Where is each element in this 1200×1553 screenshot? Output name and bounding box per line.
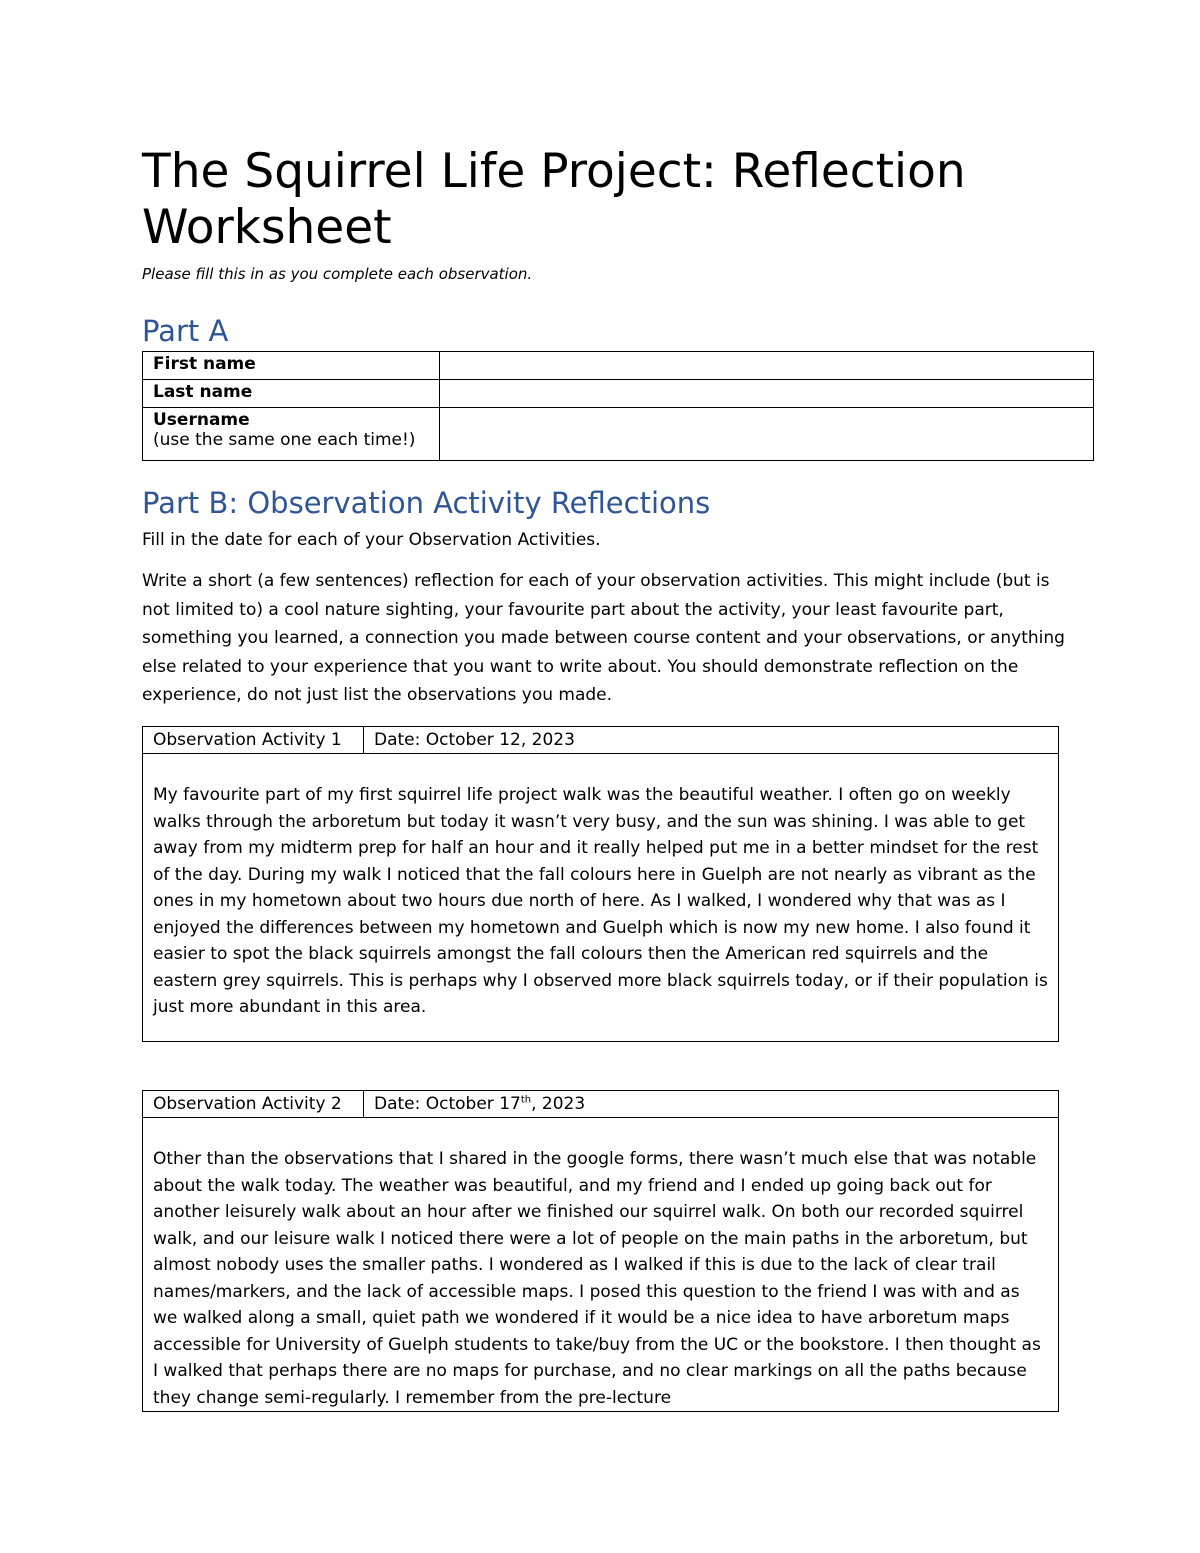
table-row — [143, 408, 1094, 461]
activity-2-date[interactable] — [364, 1091, 1059, 1118]
date-instruction: Fill in the date for each of your Observation Activities. — [142, 530, 601, 550]
username-label-cell — [143, 408, 440, 461]
page-subtitle: Please fill this in as you complete each observation. — [142, 265, 533, 283]
username-note: (use the same one each time!) — [153, 430, 416, 450]
observation-activity-2-table — [142, 1090, 1059, 1412]
part-b-heading: Part B: Observation Activity Reflections — [142, 486, 711, 520]
first-name-label: First name — [143, 352, 440, 380]
activity-2-date-prefix: Date: October 17 — [374, 1094, 521, 1114]
activity-1-reflection[interactable]: My favourite part of my first squirrel life project walk was the beautiful weather. I often go on weekly walks through the arboretum but today it wasn’t very busy, and the sun was shining. I was able to get away from my midterm prep for half an hour and it really helped put me in a better mindset for the rest of the day. During my walk I noticed that the fall colours here in Guelph are not nearly as vibrant as the ones in my hometown about two hours due north of here. As I walked, I wondered why that was as I enjoyed the differences between my hometown and Guelph which is now my new home. I also found it easier to spot the black squirrels amongst the fall colours then the American red squirrels and the eastern grey squirrels. This is perhaps why I observed more black squirrels today, or if their population is just more abundant in this area. — [143, 754, 1059, 1042]
table-row — [143, 380, 1094, 408]
activity-2-label: Observation Activity 2 — [143, 1091, 364, 1118]
activity-2-reflection[interactable]: Other than the observations that I shared in the google forms, there wasn’t much else that was notable about the walk today. The weather was beautiful, and my friend and I ended up going back out for another leisurely walk about an hour after we finished our squirrel walk. On both our recorded squirrel walk, and our leisure walk I noticed there were a lot of people on the main paths in the arboretum, but almost nobody uses the smaller paths. I wondered as I walked if this is due to the lack of clear trail names/markers, and the lack of accessible maps. I posed this question to the friend I was with and as we walked along a small, quiet path we wondered if it would be a nice idea to have arboretum maps accessible for University of Guelph students to take/buy from the UC or the bookstore. I then thought as I walked that perhaps there are no maps for purchase, and no clear markings on all the paths because they change semi-regularly. I remember from the pre-lecture — [143, 1118, 1059, 1412]
last-name-label: Last name — [143, 380, 440, 408]
first-name-field[interactable] — [440, 352, 1094, 380]
page-title: The Squirrel Life Project: Reflection Worksheet — [142, 144, 966, 255]
part-a-heading: Part A — [142, 314, 229, 348]
activity-1-label: Observation Activity 1 — [143, 727, 364, 754]
table-row — [143, 1091, 1059, 1118]
table-row — [143, 754, 1059, 1042]
table-row — [143, 1118, 1059, 1412]
activity-1-date[interactable]: Date: October 12, 2023 — [364, 727, 1059, 754]
observation-activity-1-table — [142, 726, 1059, 1042]
activity-2-date-ordinal: th — [520, 1094, 532, 1106]
username-label: Username — [153, 410, 250, 430]
reflection-instruction: Write a short (a few sentences) reflection for each of your observation activities. This might include (but is not limited to) a cool nature sighting, your favourite part about the activity, your least favourite part, something you learned, a connection you made between course content and your observations, or anything else related to your experience that you want to write about. You should demonstrate reflection on the experience, do not just list the observations you made. — [142, 571, 1065, 705]
student-info-table — [142, 351, 1094, 461]
username-field[interactable] — [440, 408, 1094, 461]
table-row — [143, 352, 1094, 380]
activity-2-date-suffix: , 2023 — [531, 1094, 586, 1114]
last-name-field[interactable] — [440, 380, 1094, 408]
table-row — [143, 727, 1059, 754]
